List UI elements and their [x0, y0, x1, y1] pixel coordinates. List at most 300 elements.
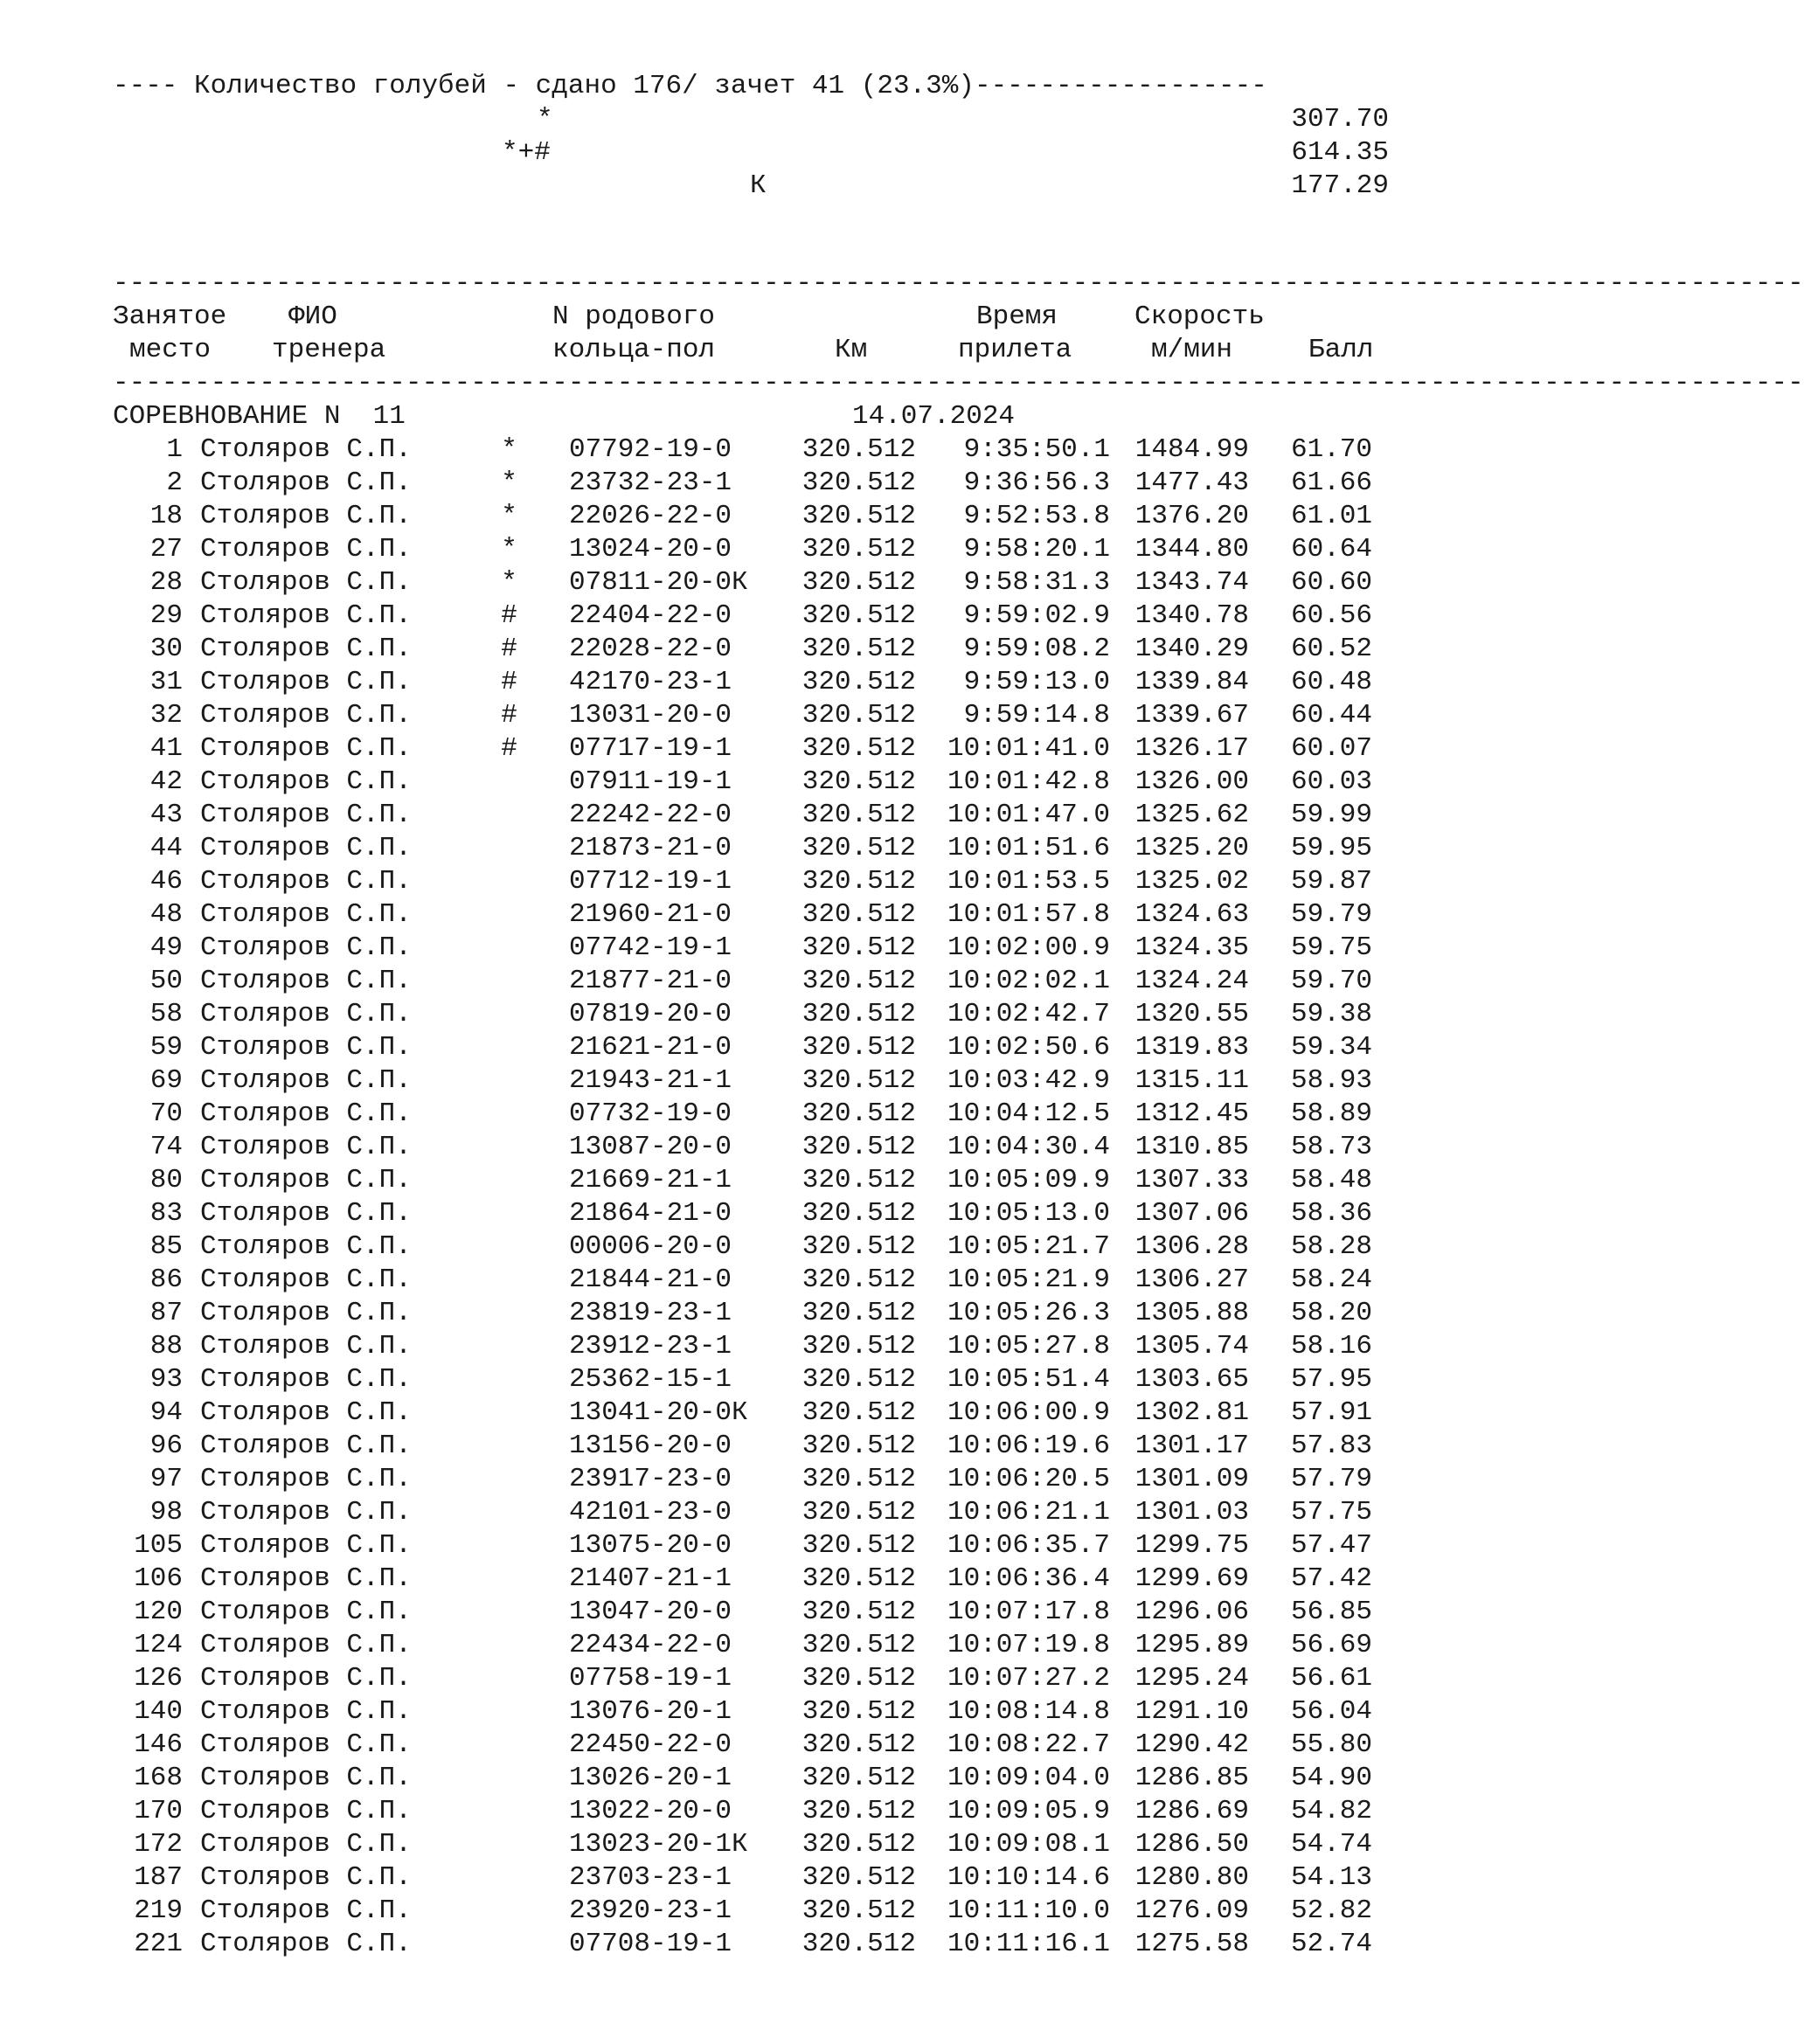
table-row [0, 1928, 1446, 1961]
header-speed: Скорость [1134, 301, 1265, 332]
cell-place: 98 [149, 1497, 183, 1528]
cell-ring: 13047-20-0 [569, 1597, 732, 1627]
table-row [0, 1496, 1446, 1529]
table-row [0, 1164, 1446, 1197]
cell-score: 52.74 [1290, 1929, 1372, 1959]
table-row [0, 1861, 1446, 1895]
cell-name: Столяров С.П. [200, 800, 412, 830]
cell-time: 9:35:50.1 [963, 434, 1110, 465]
cell-name: Столяров С.П. [200, 1165, 412, 1195]
cell-score: 61.70 [1290, 434, 1372, 465]
cell-km: 320.512 [801, 567, 916, 598]
cell-km: 320.512 [801, 534, 916, 565]
cell-score: 60.60 [1290, 567, 1372, 598]
table-row [0, 1729, 1446, 1762]
separator-top: -------------------------------------------------------------------------------------------------------- [113, 268, 1804, 299]
cell-speed: 1343.74 [1134, 567, 1249, 598]
cell-score: 58.24 [1290, 1265, 1372, 1295]
cell-speed: 1339.84 [1134, 667, 1249, 697]
cell-score: 59.34 [1290, 1032, 1372, 1063]
cell-score: 59.87 [1290, 866, 1372, 897]
cell-km: 320.512 [801, 468, 916, 498]
cell-speed: 1319.83 [1134, 1032, 1249, 1063]
cell-place: 88 [149, 1331, 183, 1362]
cell-speed: 1477.43 [1134, 468, 1249, 498]
cell-ring: 13156-20-0 [569, 1431, 732, 1461]
table-row [0, 1629, 1446, 1662]
cell-ring: 07819-20-0 [569, 999, 732, 1029]
cell-place: 140 [134, 1696, 183, 1727]
table-row [0, 1396, 1446, 1430]
cell-time: 10:04:12.5 [947, 1098, 1110, 1129]
cell-time: 10:01:41.0 [947, 733, 1110, 764]
cell-ring: 00006-20-0 [569, 1231, 732, 1262]
cell-place: 69 [149, 1065, 183, 1096]
cell-score: 60.48 [1290, 667, 1372, 697]
cell-place: 87 [149, 1298, 183, 1328]
cell-ring: 22404-22-0 [569, 600, 732, 631]
cell-score: 56.85 [1290, 1597, 1372, 1627]
cell-time: 10:08:22.7 [947, 1729, 1110, 1760]
cell-place: 18 [149, 501, 183, 531]
cell-speed: 1301.09 [1134, 1464, 1249, 1494]
cell-ring: 21943-21-1 [569, 1065, 732, 1096]
cell-speed: 1325.02 [1134, 866, 1249, 897]
table-row [0, 732, 1446, 766]
cell-name: Столяров С.П. [200, 833, 412, 863]
cell-time: 10:06:35.7 [947, 1530, 1110, 1561]
cell-mark: * [501, 534, 517, 565]
cell-place: 29 [149, 600, 183, 631]
cell-place: 172 [134, 1829, 183, 1860]
cell-speed: 1286.85 [1134, 1763, 1249, 1793]
cell-mark: * [501, 501, 517, 531]
table-row [0, 1695, 1446, 1729]
cell-place: 46 [149, 866, 183, 897]
cell-score: 59.95 [1290, 833, 1372, 863]
cell-speed: 1324.63 [1134, 899, 1249, 930]
cell-name: Столяров С.П. [200, 1563, 412, 1594]
cell-place: 32 [149, 700, 183, 731]
cell-speed: 1295.89 [1134, 1630, 1249, 1660]
cell-speed: 1301.03 [1134, 1497, 1249, 1528]
cell-name: Столяров С.П. [200, 1696, 412, 1727]
cell-km: 320.512 [801, 1630, 916, 1660]
cell-time: 10:02:00.9 [947, 932, 1110, 963]
table-row [0, 865, 1446, 898]
cell-score: 54.13 [1290, 1862, 1372, 1893]
cell-score: 57.83 [1290, 1431, 1372, 1461]
cell-ring: 07792-19-0 [569, 434, 732, 465]
table-row [0, 566, 1446, 599]
cell-name: Столяров С.П. [200, 1663, 412, 1694]
cell-km: 320.512 [801, 1729, 916, 1760]
table-row [0, 633, 1446, 666]
cell-place: 50 [149, 966, 183, 996]
cell-name: Столяров С.П. [200, 1895, 412, 1926]
header-place: место [129, 335, 212, 365]
table-row [0, 1662, 1446, 1695]
cell-name: Столяров С.П. [200, 1796, 412, 1826]
cell-time: 10:08:14.8 [947, 1696, 1110, 1727]
cell-name: Столяров С.П. [200, 1729, 412, 1760]
cell-name: Столяров С.П. [200, 1530, 412, 1561]
cell-name: Столяров С.П. [200, 1464, 412, 1494]
cell-km: 320.512 [801, 1663, 916, 1694]
cell-mark: * [501, 434, 517, 465]
cell-time: 10:04:30.4 [947, 1132, 1110, 1162]
cell-time: 10:02:02.1 [947, 966, 1110, 996]
table-row [0, 1098, 1446, 1131]
cell-speed: 1290.42 [1134, 1729, 1249, 1760]
cell-score: 56.61 [1290, 1663, 1372, 1694]
cell-ring: 21844-21-0 [569, 1265, 732, 1295]
cell-time: 10:03:42.9 [947, 1065, 1110, 1096]
header-time: Время [976, 301, 1058, 332]
table-row [0, 699, 1446, 732]
cell-mark: # [501, 634, 517, 664]
summary-value: 614.35 [1291, 137, 1389, 168]
cell-name: Столяров С.П. [200, 1231, 412, 1262]
summary-value: 307.70 [1291, 104, 1389, 135]
cell-name: Столяров С.П. [200, 1929, 412, 1959]
cell-ring: 13087-20-0 [569, 1132, 732, 1162]
header-score: Балл [1308, 335, 1374, 365]
cell-km: 320.512 [801, 1198, 916, 1229]
summary-mark: * [537, 104, 553, 135]
cell-place: 105 [134, 1530, 183, 1561]
cell-time: 10:05:09.9 [947, 1165, 1110, 1195]
cell-name: Столяров С.П. [200, 1397, 412, 1428]
cell-speed: 1484.99 [1134, 434, 1249, 465]
cell-score: 57.47 [1290, 1530, 1372, 1561]
cell-name: Столяров С.П. [200, 501, 412, 531]
cell-time: 10:01:42.8 [947, 766, 1110, 797]
cell-km: 320.512 [801, 1929, 916, 1959]
table-row [0, 1363, 1446, 1396]
cell-ring: 13031-20-0 [569, 700, 732, 731]
cell-time: 9:52:53.8 [963, 501, 1110, 531]
cell-score: 57.75 [1290, 1497, 1372, 1528]
cell-time: 10:07:27.2 [947, 1663, 1110, 1694]
cell-ring: 21621-21-0 [569, 1032, 732, 1063]
cell-ring: 07708-19-1 [569, 1929, 732, 1959]
cell-ring: 23819-23-1 [569, 1298, 732, 1328]
table-row [0, 1064, 1446, 1098]
table-row [0, 433, 1446, 467]
cell-place: 49 [149, 932, 183, 963]
cell-km: 320.512 [801, 733, 916, 764]
cell-km: 320.512 [801, 932, 916, 963]
table-row [0, 1795, 1446, 1828]
cell-ring: 23920-23-1 [569, 1895, 732, 1926]
cell-score: 56.69 [1290, 1630, 1372, 1660]
cell-mark: # [501, 600, 517, 631]
cell-score: 60.07 [1290, 733, 1372, 764]
cell-mark: # [501, 733, 517, 764]
cell-speed: 1301.17 [1134, 1431, 1249, 1461]
cell-time: 10:06:19.6 [947, 1431, 1110, 1461]
cell-place: 31 [149, 667, 183, 697]
table-row [0, 1197, 1446, 1230]
cell-place: 42 [149, 766, 183, 797]
table-row [0, 1895, 1446, 1928]
cell-place: 146 [134, 1729, 183, 1760]
header-speed: м/мин [1151, 335, 1233, 365]
summary-value: 177.29 [1291, 170, 1389, 201]
cell-speed: 1305.74 [1134, 1331, 1249, 1362]
cell-km: 320.512 [801, 1065, 916, 1096]
cell-name: Столяров С.П. [200, 1331, 412, 1362]
cell-score: 60.64 [1290, 534, 1372, 565]
table-row [0, 1131, 1446, 1164]
cell-place: 187 [134, 1862, 183, 1893]
cell-score: 54.90 [1290, 1763, 1372, 1793]
cell-km: 320.512 [801, 1530, 916, 1561]
cell-ring: 21960-21-0 [569, 899, 732, 930]
header-ring: N родового [552, 301, 716, 332]
cell-ring: 13026-20-1 [569, 1763, 732, 1793]
cell-name: Столяров С.П. [200, 1265, 412, 1295]
table-row [0, 1596, 1446, 1629]
cell-name: Столяров С.П. [200, 700, 412, 731]
cell-ring: 07811-20-0К [569, 567, 748, 598]
table-row [0, 500, 1446, 533]
cell-km: 320.512 [801, 1098, 916, 1129]
cell-time: 10:09:04.0 [947, 1763, 1110, 1793]
cell-speed: 1307.33 [1134, 1165, 1249, 1195]
competition-label: СОРЕВНОВАНИЕ N 11 [113, 401, 406, 432]
cell-time: 10:01:51.6 [947, 833, 1110, 863]
cell-speed: 1320.55 [1134, 999, 1249, 1029]
cell-speed: 1324.35 [1134, 932, 1249, 963]
cell-speed: 1305.88 [1134, 1298, 1249, 1328]
cell-name: Столяров С.П. [200, 899, 412, 930]
cell-time: 10:06:36.4 [947, 1563, 1110, 1594]
cell-ring: 07732-19-0 [569, 1098, 732, 1129]
cell-ring: 07742-19-1 [569, 932, 732, 963]
cell-km: 320.512 [801, 1895, 916, 1926]
cell-score: 59.79 [1290, 899, 1372, 930]
cell-score: 60.03 [1290, 766, 1372, 797]
cell-ring: 23703-23-1 [569, 1862, 732, 1893]
cell-km: 320.512 [801, 1796, 916, 1826]
cell-km: 320.512 [801, 966, 916, 996]
cell-ring: 07717-19-1 [569, 733, 732, 764]
cell-name: Столяров С.П. [200, 434, 412, 465]
cell-score: 58.93 [1290, 1065, 1372, 1096]
cell-ring: 13076-20-1 [569, 1696, 732, 1727]
cell-km: 320.512 [801, 1763, 916, 1793]
cell-place: 59 [149, 1032, 183, 1063]
cell-km: 320.512 [801, 1032, 916, 1063]
cell-km: 320.512 [801, 766, 916, 797]
table-row [0, 1529, 1446, 1562]
cell-time: 10:09:08.1 [947, 1829, 1110, 1860]
cell-speed: 1286.50 [1134, 1829, 1249, 1860]
cell-name: Столяров С.П. [200, 567, 412, 598]
cell-time: 10:11:10.0 [947, 1895, 1110, 1926]
cell-speed: 1326.17 [1134, 733, 1249, 764]
table-row [0, 666, 1446, 699]
cell-ring: 22026-22-0 [569, 501, 732, 531]
cell-speed: 1302.81 [1134, 1397, 1249, 1428]
cell-name: Столяров С.П. [200, 534, 412, 565]
cell-score: 58.89 [1290, 1098, 1372, 1129]
cell-time: 10:05:27.8 [947, 1331, 1110, 1362]
cell-speed: 1291.10 [1134, 1696, 1249, 1727]
cell-ring: 13023-20-1К [569, 1829, 748, 1860]
cell-km: 320.512 [801, 1696, 916, 1727]
cell-time: 9:59:13.0 [963, 667, 1110, 697]
cell-place: 120 [134, 1597, 183, 1627]
cell-speed: 1344.80 [1134, 534, 1249, 565]
cell-time: 10:06:20.5 [947, 1464, 1110, 1494]
cell-name: Столяров С.П. [200, 1032, 412, 1063]
table-row [0, 1463, 1446, 1496]
cell-time: 10:01:53.5 [947, 866, 1110, 897]
cell-ring: 23917-23-0 [569, 1464, 732, 1494]
cell-ring: 07911-19-1 [569, 766, 732, 797]
table-row [0, 1828, 1446, 1861]
cell-km: 320.512 [801, 700, 916, 731]
cell-speed: 1280.80 [1134, 1862, 1249, 1893]
cell-place: 85 [149, 1231, 183, 1262]
cell-time: 10:05:21.7 [947, 1231, 1110, 1262]
cell-speed: 1376.20 [1134, 501, 1249, 531]
cell-score: 57.95 [1290, 1364, 1372, 1395]
cell-score: 60.52 [1290, 634, 1372, 664]
summary-line: ---- Количество голубей - сдано 176/ зачет 41 (23.3%)------------------ [113, 71, 1267, 101]
table-row [0, 832, 1446, 865]
cell-speed: 1296.06 [1134, 1597, 1249, 1627]
cell-km: 320.512 [801, 1597, 916, 1627]
cell-speed: 1340.29 [1134, 634, 1249, 664]
summary-mark: К [750, 170, 767, 201]
cell-time: 9:58:31.3 [963, 567, 1110, 598]
cell-km: 320.512 [801, 501, 916, 531]
cell-time: 9:36:56.3 [963, 468, 1110, 498]
cell-speed: 1295.24 [1134, 1663, 1249, 1694]
cell-speed: 1307.06 [1134, 1198, 1249, 1229]
cell-km: 320.512 [801, 1497, 916, 1528]
cell-time: 10:01:47.0 [947, 800, 1110, 830]
table-row [0, 998, 1446, 1031]
table-row [0, 1230, 1446, 1264]
cell-ring: 42170-23-1 [569, 667, 732, 697]
cell-time: 9:59:02.9 [963, 600, 1110, 631]
cell-score: 58.16 [1290, 1331, 1372, 1362]
cell-name: Столяров С.П. [200, 468, 412, 498]
table-row [0, 965, 1446, 998]
cell-name: Столяров С.П. [200, 1098, 412, 1129]
cell-ring: 22434-22-0 [569, 1630, 732, 1660]
cell-km: 320.512 [801, 1165, 916, 1195]
cell-place: 74 [149, 1132, 183, 1162]
cell-place: 44 [149, 833, 183, 863]
cell-place: 106 [134, 1563, 183, 1594]
cell-score: 57.91 [1290, 1397, 1372, 1428]
cell-name: Столяров С.П. [200, 733, 412, 764]
header-name: ФИО [288, 301, 337, 332]
cell-km: 320.512 [801, 600, 916, 631]
cell-place: 30 [149, 634, 183, 664]
cell-name: Столяров С.П. [200, 1497, 412, 1528]
cell-place: 2 [166, 468, 183, 498]
cell-name: Столяров С.П. [200, 932, 412, 963]
table-row [0, 599, 1446, 633]
cell-ring: 22242-22-0 [569, 800, 732, 830]
cell-ring: 21407-21-1 [569, 1563, 732, 1594]
cell-ring: 13022-20-0 [569, 1796, 732, 1826]
cell-ring: 21877-21-0 [569, 966, 732, 996]
cell-km: 320.512 [801, 667, 916, 697]
cell-place: 219 [134, 1895, 183, 1926]
cell-place: 28 [149, 567, 183, 598]
cell-km: 320.512 [801, 899, 916, 930]
cell-km: 320.512 [801, 1829, 916, 1860]
cell-ring: 25362-15-1 [569, 1364, 732, 1395]
cell-ring: 42101-23-0 [569, 1497, 732, 1528]
cell-km: 320.512 [801, 1298, 916, 1328]
header-time: прилета [958, 335, 1072, 365]
cell-ring: 23912-23-1 [569, 1331, 732, 1362]
cell-score: 59.75 [1290, 932, 1372, 963]
cell-name: Столяров С.П. [200, 999, 412, 1029]
cell-place: 1 [166, 434, 183, 465]
cell-name: Столяров С.П. [200, 1597, 412, 1627]
cell-km: 320.512 [801, 1364, 916, 1395]
cell-name: Столяров С.П. [200, 1198, 412, 1229]
cell-time: 10:05:26.3 [947, 1298, 1110, 1328]
cell-name: Столяров С.П. [200, 1862, 412, 1893]
cell-score: 58.28 [1290, 1231, 1372, 1262]
cell-place: 27 [149, 534, 183, 565]
header-ring: кольца-пол [552, 335, 716, 365]
cell-km: 320.512 [801, 1464, 916, 1494]
cell-speed: 1299.69 [1134, 1563, 1249, 1594]
cell-name: Столяров С.П. [200, 634, 412, 664]
cell-ring: 13041-20-0К [569, 1397, 748, 1428]
cell-time: 10:05:13.0 [947, 1198, 1110, 1229]
cell-mark: # [501, 700, 517, 731]
cell-time: 9:59:08.2 [963, 634, 1110, 664]
cell-place: 70 [149, 1098, 183, 1129]
cell-name: Столяров С.П. [200, 667, 412, 697]
cell-score: 59.70 [1290, 966, 1372, 996]
cell-time: 10:09:05.9 [947, 1796, 1110, 1826]
cell-score: 61.01 [1290, 501, 1372, 531]
cell-ring: 22028-22-0 [569, 634, 732, 664]
cell-name: Столяров С.П. [200, 1364, 412, 1395]
cell-score: 60.56 [1290, 600, 1372, 631]
cell-speed: 1306.27 [1134, 1265, 1249, 1295]
table-row [0, 467, 1446, 500]
cell-km: 320.512 [801, 800, 916, 830]
header-place: Занятое [113, 301, 227, 332]
table-row [0, 1330, 1446, 1363]
cell-time: 10:10:14.6 [947, 1862, 1110, 1893]
cell-place: 96 [149, 1431, 183, 1461]
cell-speed: 1276.09 [1134, 1895, 1249, 1926]
cell-time: 10:05:51.4 [947, 1364, 1110, 1395]
table-row [0, 1297, 1446, 1330]
cell-place: 168 [134, 1763, 183, 1793]
cell-place: 83 [149, 1198, 183, 1229]
cell-mark: # [501, 667, 517, 697]
separator-header: -------------------------------------------------------------------------------------------------------- [113, 368, 1804, 398]
cell-score: 56.04 [1290, 1696, 1372, 1727]
